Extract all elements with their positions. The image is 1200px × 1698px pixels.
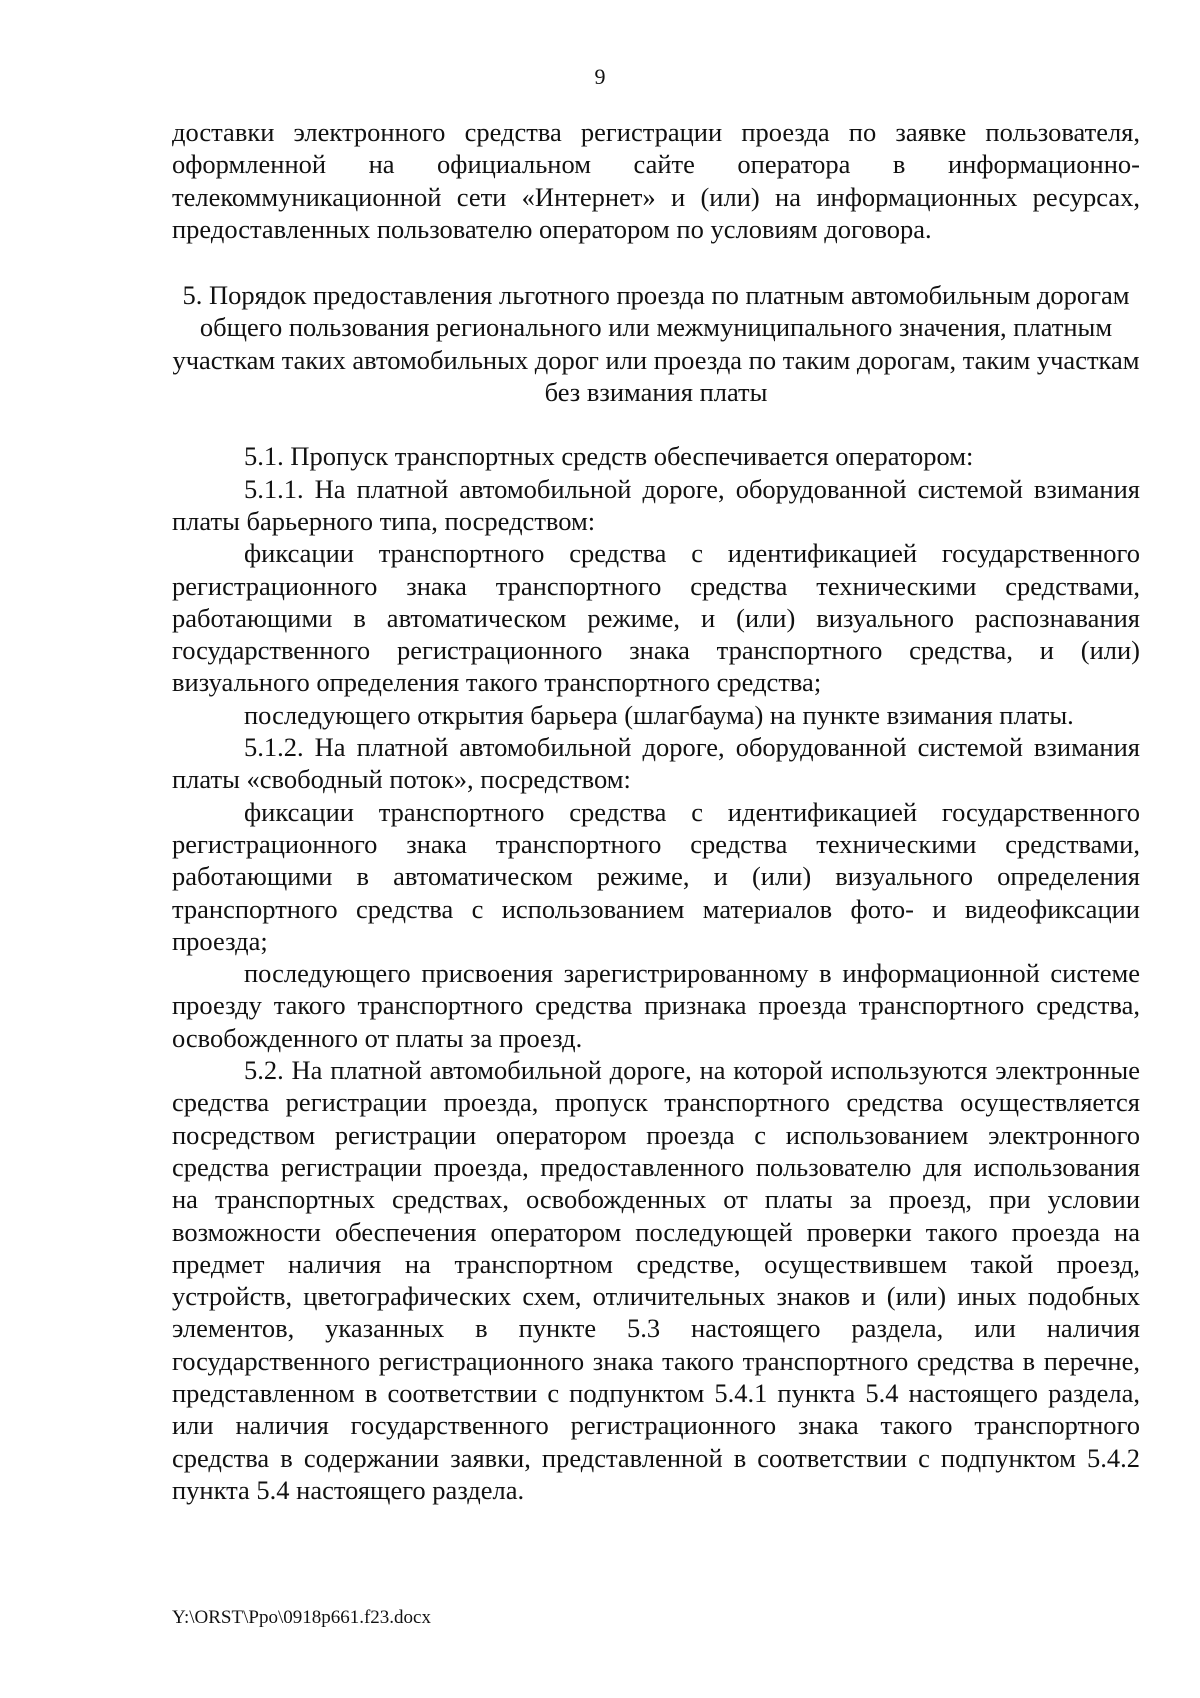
paragraph-continuation: доставки электронного средства регистрации проезда по заявке пользователя, оформленной на официальном сайте оператора в информационно-телекоммуникационной сети «Интернет» и (или) на информационных ресурсах, предоставленных пользователю оператором по условиям договора.: [172, 117, 1140, 244]
paragraph-5-1-2-fixation: фиксации транспортного средства с идентификацией государственного регистрационного знака транспортного средства техническими средствами, работающими в автоматическом режиме, и (или) визуального определения транспортного средства с использованием материалов фото- и видеофиксации проезда;: [172, 796, 1140, 956]
paragraph-5-1-2: 5.1.2. На платной автомобильной дороге, оборудованной системой взимания платы «свободный поток», посредством:: [172, 732, 1140, 795]
footer-file-path: Y:\ORST\Ppo\0918p661.f23.docx: [172, 1607, 431, 1628]
paragraph-5-1-1-fixation: фиксации транспортного средства с идентификацией государственного регистрационного знака транспортного средства техническими средствами, работающими в автоматическом режиме, и (или) визуального распознавания государственного регистрационного знака транспортного средства, и (или) визуального определения такого транспортного средства;: [172, 538, 1140, 698]
paragraph-5-1-2-assignment: последующего присвоения зарегистрированному в информационной системе проезду такого транспортного средства признака проезда транспортного средства, освобожденного от платы за проезд.: [172, 958, 1140, 1053]
page-number: 9: [594, 64, 606, 89]
document-body: [172, 116, 1140, 1506]
section-5-heading: 5. Порядок предоставления льготного проезда по платным автомобильным дорогам общего пользования регионального или межмуниципального значения, платным участкам таких автомобильных дорог или проезда по таким дорогам, таким участкам без взимания платы: [172, 280, 1140, 408]
paragraph-5-1: 5.1. Пропуск транспортных средств обеспечивается оператором:: [244, 441, 974, 472]
paragraph-5-1-1-barrier: последующего открытия барьера (шлагбаума) на пункте взимания платы.: [244, 699, 1074, 730]
paragraph-5-1-1: 5.1.1. На платной автомобильной дороге, оборудованной системой взимания платы барьерного типа, посредством:: [172, 473, 1140, 536]
paragraph-5-2: 5.2. На платной автомобильной дороге, на которой используются электронные средства регистрации проезда, пропуск транспортного средства осуществляется посредством регистрации оператором проезда с использованием электронного средства регистрации проезда, предоставленного пользователю для использования на транспортных средствах, освобожденных от платы за проезд, при условии возможности обеспечения оператором последующей проверки такого проезда на предмет наличия на транспортном средстве, осуществившем такой проезд, устройств, цветографических схем, отличительных знаков и (или) иных подобных элементов, указанных в пункте 5.3 настоящего раздела, или наличия государственного регистрационного знака такого транспортного средства в перечне, представленном в соответствии с подпунктом 5.4.1 пункта 5.4 настоящего раздела, или наличия государственного регистрационного знака такого транспортного средства в содержании заявки, представленной в соответствии с подпунктом 5.4.2 пункта 5.4 настоящего раздела.: [172, 1055, 1140, 1505]
